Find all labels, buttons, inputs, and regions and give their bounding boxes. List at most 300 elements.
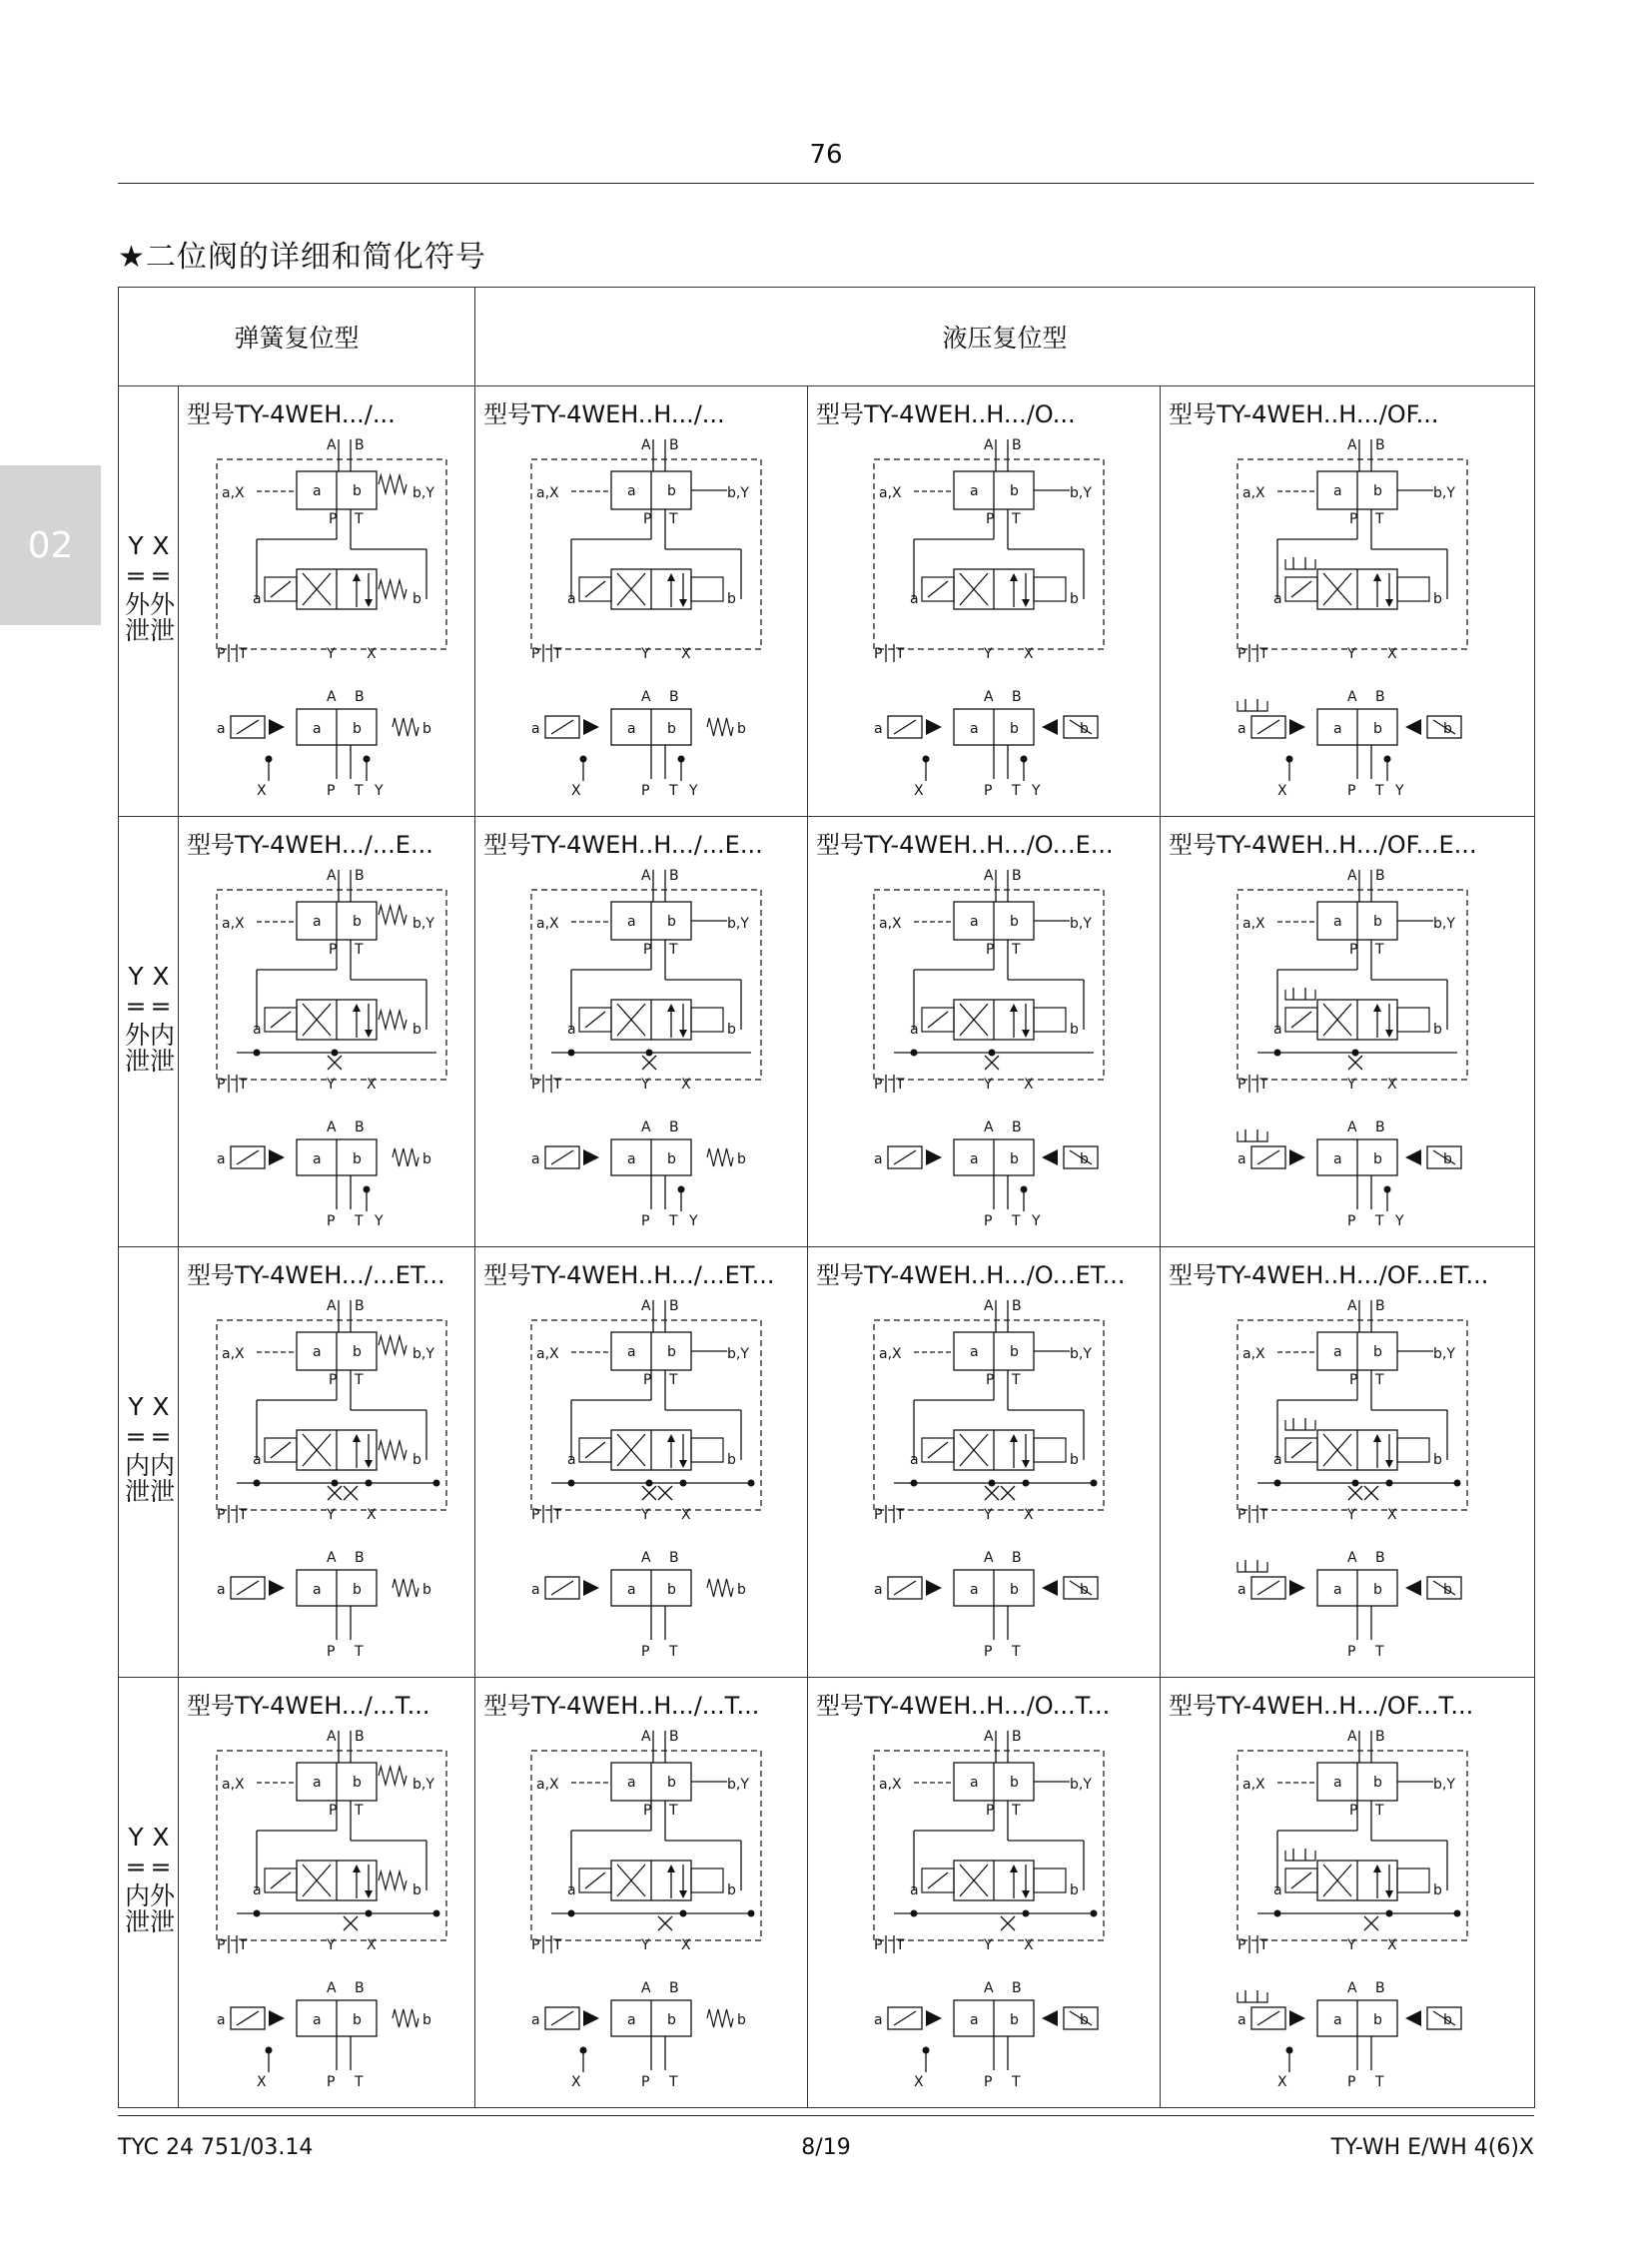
junction-dot (1021, 1186, 1028, 1193)
svg-text:b: b (1443, 721, 1452, 737)
page-number: 76 (809, 140, 843, 170)
svg-text:a: a (313, 1344, 322, 1360)
svg-text:b: b (667, 1582, 676, 1598)
svg-text:a: a (874, 721, 883, 737)
spring-symbol (393, 718, 418, 736)
symbol-cell (1161, 1678, 1535, 2108)
svg-text:b: b (422, 2012, 431, 2028)
symbol-cell (475, 1678, 808, 2108)
svg-text:Y: Y (1347, 1077, 1356, 1093)
svg-text:P: P (531, 646, 540, 662)
valve-symbol-diagram (187, 860, 466, 1239)
svg-text:b: b (727, 591, 736, 607)
svg-text:Y: Y (984, 1937, 993, 1953)
svg-text:b: b (1433, 1022, 1442, 1038)
svg-text:X: X (257, 783, 267, 799)
junction-dot (911, 1910, 918, 1917)
svg-text:b: b (1010, 1582, 1019, 1598)
junction-dot (254, 1480, 261, 1487)
svg-text:a: a (1333, 721, 1342, 737)
junction-dot (568, 1480, 575, 1487)
svg-text:b: b (1070, 1452, 1079, 1468)
pilot-triangle (1289, 1580, 1305, 1596)
svg-text:T: T (1375, 511, 1384, 527)
pilot-piston (1397, 577, 1429, 601)
svg-text:X: X (681, 646, 691, 662)
svg-text:X: X (681, 1507, 691, 1523)
svg-text:Y: Y (1347, 1507, 1356, 1523)
manual-override-symbol (1238, 1990, 1267, 2002)
manual-override-symbol (1285, 988, 1315, 1000)
svg-text:a: a (531, 1582, 540, 1598)
svg-text:b: b (667, 914, 676, 930)
spring-symbol (707, 1579, 733, 1597)
svg-text:P: P (1349, 1803, 1358, 1819)
junction-dot (923, 756, 930, 763)
svg-text:X: X (1387, 646, 1397, 662)
svg-text:B: B (355, 868, 365, 884)
svg-text:T: T (669, 1372, 678, 1388)
svg-text:P: P (1347, 1644, 1356, 1660)
svg-text:a,X: a,X (536, 1777, 559, 1793)
svg-text:b,Y: b,Y (1070, 485, 1092, 501)
svg-text:P: P (643, 942, 652, 958)
svg-text:b: b (667, 1775, 676, 1791)
svg-text:b: b (727, 1882, 736, 1898)
section-title: ★二位阀的详细和简化符号 (118, 240, 486, 275)
svg-text:Y: Y (689, 783, 698, 799)
svg-text:Y: Y (375, 1213, 384, 1229)
svg-text:a: a (970, 914, 979, 930)
valve-symbol-diagram (501, 429, 781, 809)
svg-text:a: a (567, 591, 576, 607)
svg-text:a: a (874, 2012, 883, 2028)
svg-text:P: P (641, 1213, 650, 1229)
svg-text:P: P (1238, 1937, 1246, 1953)
svg-text:a,X: a,X (222, 1346, 245, 1362)
svg-text:Y: Y (1032, 783, 1041, 799)
symbol-cell (808, 386, 1161, 817)
pilot-triangle (1405, 2010, 1421, 2026)
svg-text:b: b (1373, 914, 1382, 930)
svg-text:P: P (984, 783, 993, 799)
svg-text:T: T (1375, 942, 1384, 958)
manual-override-symbol (1238, 1129, 1267, 1141)
svg-text:P: P (531, 1077, 540, 1093)
svg-text:T: T (669, 783, 678, 799)
svg-text:A: A (1347, 1980, 1357, 1996)
pilot-triangle (1405, 1580, 1421, 1596)
svg-text:P: P (643, 1803, 652, 1819)
model-code: 型号TY-4WEH.../...E... (187, 831, 433, 859)
junction-dot (1454, 1480, 1461, 1487)
manual-override-symbol (1285, 1849, 1315, 1861)
svg-text:b: b (353, 1344, 362, 1360)
svg-text:T: T (355, 1644, 364, 1660)
svg-text:a: a (253, 1022, 262, 1038)
svg-text:X: X (1024, 1507, 1034, 1523)
svg-text:a,X: a,X (879, 1346, 902, 1362)
svg-text:A: A (984, 1729, 994, 1745)
svg-text:b: b (422, 721, 431, 737)
svg-text:Y: Y (984, 646, 993, 662)
svg-text:T: T (355, 783, 364, 799)
svg-text:B: B (1375, 868, 1385, 884)
svg-text:T: T (1012, 1213, 1021, 1229)
junction-dot (923, 2047, 930, 2054)
svg-text:B: B (1012, 1120, 1022, 1135)
symbol-cell (179, 817, 475, 1247)
svg-text:b: b (1373, 1151, 1382, 1167)
svg-text:A: A (641, 1298, 651, 1314)
row-label: X=内泄 Y=内泄 (119, 1247, 179, 1678)
pilot-triangle (926, 2010, 942, 2026)
svg-text:a: a (627, 1775, 636, 1791)
svg-text:b: b (413, 1022, 421, 1038)
svg-text:b: b (413, 591, 421, 607)
junction-dot (568, 1910, 575, 1917)
symbol-cell (475, 1247, 808, 1678)
svg-text:b: b (667, 721, 676, 737)
svg-text:T: T (355, 1372, 364, 1388)
svg-text:T: T (355, 2074, 364, 2090)
svg-text:b: b (737, 1151, 746, 1167)
junction-dot (364, 756, 371, 763)
svg-text:A: A (327, 868, 337, 884)
svg-text:Y: Y (641, 646, 650, 662)
svg-text:a: a (910, 1022, 919, 1038)
svg-text:a: a (1273, 591, 1282, 607)
junction-dot (332, 1050, 339, 1057)
svg-text:b: b (737, 2012, 746, 2028)
junction-dot (1352, 1480, 1359, 1487)
junction-dot (748, 1910, 755, 1917)
svg-text:b: b (1080, 1582, 1089, 1598)
svg-text:Y: Y (375, 783, 384, 799)
pilot-piston (1034, 1868, 1066, 1892)
model-code: 型号TY-4WEH.../...ET... (187, 1261, 445, 1289)
junction-dot (1386, 1480, 1393, 1487)
junction-dot (1274, 1910, 1281, 1917)
junction-dot (364, 1186, 371, 1193)
svg-text:a: a (1333, 483, 1342, 499)
svg-text:B: B (355, 1550, 365, 1566)
pilot-triangle (269, 719, 285, 735)
svg-text:P: P (986, 1372, 995, 1388)
model-code: 型号TY-4WEH..H.../...E... (483, 831, 763, 859)
svg-text:T: T (669, 1213, 678, 1229)
svg-text:X: X (1024, 1937, 1034, 1953)
svg-text:B: B (1375, 437, 1385, 453)
junction-dot (646, 1050, 653, 1057)
pilot-triangle (269, 1149, 285, 1165)
spring-symbol (393, 1579, 418, 1597)
spring-symbol (379, 1336, 407, 1354)
model-code: 型号TY-4WEH..H.../O...ET... (816, 1261, 1126, 1289)
svg-text:a: a (1238, 2012, 1246, 2028)
svg-text:b,Y: b,Y (413, 916, 434, 932)
svg-text:b: b (737, 1582, 746, 1598)
svg-text:a: a (567, 1452, 576, 1468)
svg-text:a: a (313, 1151, 322, 1167)
svg-text:a: a (910, 1882, 919, 1898)
table-row (119, 386, 1535, 817)
svg-text:X: X (681, 1077, 691, 1093)
pilot-piston (691, 577, 723, 601)
table-row (119, 817, 1535, 1247)
svg-text:X: X (1277, 783, 1287, 799)
svg-text:b: b (667, 1344, 676, 1360)
spring-symbol (707, 718, 733, 736)
svg-text:P: P (1349, 1372, 1358, 1388)
svg-text:P: P (641, 2074, 650, 2090)
svg-text:T: T (1259, 646, 1268, 662)
svg-text:a: a (313, 721, 322, 737)
svg-text:A: A (327, 689, 337, 705)
junction-dot (1386, 1910, 1393, 1917)
svg-text:B: B (355, 1120, 365, 1135)
svg-text:B: B (1012, 1729, 1022, 1745)
svg-text:P: P (984, 2074, 993, 2090)
svg-text:b: b (353, 1582, 362, 1598)
junction-dot (1274, 1480, 1281, 1487)
symbol-cell (1161, 386, 1535, 817)
pilot-piston (1397, 1868, 1429, 1892)
svg-text:a: a (217, 1151, 226, 1167)
symbol-cell (808, 1678, 1161, 2108)
svg-text:b: b (667, 483, 676, 499)
svg-text:a,X: a,X (536, 1346, 559, 1362)
svg-text:T: T (239, 1507, 248, 1523)
svg-text:a: a (313, 1775, 322, 1791)
manual-override-symbol (1285, 557, 1315, 569)
junction-dot (1023, 1910, 1030, 1917)
svg-text:b: b (737, 721, 746, 737)
pilot-triangle (583, 719, 599, 735)
svg-text:b,Y: b,Y (413, 1346, 434, 1362)
svg-text:a,X: a,X (879, 1777, 902, 1793)
svg-text:a,X: a,X (222, 1777, 245, 1793)
svg-text:B: B (669, 868, 679, 884)
svg-text:b: b (1443, 1582, 1452, 1598)
svg-text:X: X (914, 2074, 924, 2090)
svg-text:X: X (367, 1507, 377, 1523)
valve-symbol-diagram (844, 1290, 1124, 1670)
symbol-cell (1161, 1247, 1535, 1678)
junction-dot (266, 2047, 273, 2054)
svg-text:P: P (329, 1372, 338, 1388)
svg-text:Y: Y (327, 646, 336, 662)
symbol-cell (808, 817, 1161, 1247)
svg-text:A: A (1347, 1120, 1357, 1135)
svg-text:P: P (1238, 646, 1246, 662)
svg-text:b: b (353, 721, 362, 737)
svg-text:Y: Y (641, 1077, 650, 1093)
svg-text:A: A (327, 1729, 337, 1745)
junction-dot (678, 1186, 685, 1193)
svg-text:T: T (669, 942, 678, 958)
svg-text:b: b (1373, 1344, 1382, 1360)
svg-text:A: A (641, 1980, 651, 1996)
pilot-triangle (1042, 1580, 1058, 1596)
junction-dot (680, 1480, 687, 1487)
svg-text:X: X (571, 783, 581, 799)
svg-text:a: a (531, 2012, 540, 2028)
svg-text:T: T (896, 1507, 905, 1523)
symbol-cell (1161, 817, 1535, 1247)
svg-text:Y: Y (327, 1077, 336, 1093)
junction-dot (1384, 756, 1391, 763)
svg-text:B: B (669, 1729, 679, 1745)
svg-text:B: B (1375, 1729, 1385, 1745)
pilot-triangle (1289, 1149, 1305, 1165)
svg-text:a,X: a,X (536, 485, 559, 501)
model-code: 型号TY-4WEH..H.../OF...T... (1169, 1692, 1474, 1720)
svg-text:A: A (641, 1729, 651, 1745)
pilot-triangle (583, 1580, 599, 1596)
svg-text:b: b (1010, 914, 1019, 930)
svg-text:a: a (531, 1151, 540, 1167)
svg-text:T: T (1012, 2074, 1021, 2090)
row-label: X=外泄 Y=外泄 (119, 386, 179, 817)
svg-text:T: T (553, 1507, 562, 1523)
svg-text:T: T (553, 1937, 562, 1953)
svg-text:b,Y: b,Y (1433, 1777, 1455, 1793)
junction-dot (254, 1910, 261, 1917)
svg-text:T: T (1012, 1803, 1021, 1819)
pilot-triangle (583, 2010, 599, 2026)
svg-text:P: P (217, 646, 226, 662)
svg-text:Y: Y (984, 1077, 993, 1093)
header-hydraulic-return: 液压复位型 (475, 288, 1535, 386)
pilot-triangle (1042, 2010, 1058, 2026)
svg-text:b: b (1010, 1344, 1019, 1360)
svg-text:Y: Y (1347, 1937, 1356, 1953)
svg-text:A: A (984, 868, 994, 884)
pilot-triangle (269, 1580, 285, 1596)
svg-text:b: b (1070, 1022, 1079, 1038)
svg-text:B: B (1375, 1550, 1385, 1566)
svg-text:A: A (1347, 1729, 1357, 1745)
svg-text:T: T (1012, 1372, 1021, 1388)
svg-text:Y: Y (327, 1937, 336, 1953)
junction-dot (366, 1910, 373, 1917)
svg-text:A: A (327, 1298, 337, 1314)
svg-text:a,X: a,X (879, 485, 902, 501)
svg-text:T: T (896, 1077, 905, 1093)
svg-text:Y: Y (984, 1507, 993, 1523)
svg-text:b: b (1433, 1452, 1442, 1468)
svg-text:A: A (641, 1120, 651, 1135)
svg-text:a: a (567, 1882, 576, 1898)
symbol-cell (475, 817, 808, 1247)
svg-text:P: P (1238, 1507, 1246, 1523)
svg-text:a: a (217, 721, 226, 737)
symbol-table (118, 287, 1535, 2108)
spring-symbol (393, 2009, 418, 2027)
svg-text:a: a (970, 1582, 979, 1598)
valve-symbol-diagram (187, 429, 466, 809)
valve-symbol-diagram (844, 429, 1124, 809)
svg-text:a: a (627, 1582, 636, 1598)
svg-text:B: B (355, 1298, 365, 1314)
svg-text:b: b (353, 2012, 362, 2028)
junction-dot (680, 1910, 687, 1917)
svg-text:a: a (627, 721, 636, 737)
svg-text:a: a (627, 2012, 636, 2028)
svg-text:a,X: a,X (222, 916, 245, 932)
svg-text:B: B (669, 437, 679, 453)
junction-dot (1286, 2047, 1293, 2054)
svg-text:A: A (641, 437, 651, 453)
row-label: X=外泄 Y=内泄 (119, 1678, 179, 2108)
symbol-cell (179, 1247, 475, 1678)
svg-text:b: b (667, 2012, 676, 2028)
svg-text:A: A (641, 1550, 651, 1566)
svg-text:a,X: a,X (1242, 1346, 1265, 1362)
svg-text:B: B (355, 1980, 365, 1996)
svg-text:b,Y: b,Y (1070, 1777, 1092, 1793)
pilot-triangle (269, 2010, 285, 2026)
svg-text:a: a (531, 721, 540, 737)
svg-text:X: X (1387, 1507, 1397, 1523)
svg-text:a,X: a,X (222, 485, 245, 501)
svg-text:T: T (1012, 942, 1021, 958)
svg-text:B: B (1375, 689, 1385, 705)
symbol-cell (179, 386, 475, 817)
svg-text:X: X (257, 2074, 267, 2090)
svg-text:b,Y: b,Y (1070, 1346, 1092, 1362)
svg-text:a: a (970, 1344, 979, 1360)
svg-text:a: a (970, 1151, 979, 1167)
svg-text:Y: Y (1395, 783, 1404, 799)
svg-text:B: B (669, 1980, 679, 1996)
pilot-triangle (926, 719, 942, 735)
svg-text:A: A (327, 1120, 337, 1135)
svg-text:b: b (1443, 1151, 1452, 1167)
model-code: 型号TY-4WEH.../... (187, 400, 396, 428)
svg-text:Y: Y (1032, 1213, 1041, 1229)
svg-text:T: T (1375, 1644, 1384, 1660)
svg-text:P: P (643, 511, 652, 527)
svg-text:A: A (1347, 1550, 1357, 1566)
symbol-cell (475, 386, 808, 817)
junction-dot (266, 756, 273, 763)
svg-text:T: T (1375, 1372, 1384, 1388)
svg-text:P: P (986, 1803, 995, 1819)
svg-text:P: P (984, 1213, 993, 1229)
svg-text:b: b (1433, 591, 1442, 607)
chapter-tab: 02 (0, 465, 101, 625)
svg-text:a: a (1333, 1151, 1342, 1167)
svg-text:T: T (355, 942, 364, 958)
svg-text:B: B (355, 1729, 365, 1745)
svg-text:a: a (970, 721, 979, 737)
svg-text:T: T (355, 1803, 364, 1819)
pilot-triangle (926, 1580, 942, 1596)
junction-dot (580, 2047, 587, 2054)
svg-text:Y: Y (641, 1937, 650, 1953)
svg-text:P: P (217, 1937, 226, 1953)
svg-text:T: T (1259, 1507, 1268, 1523)
svg-text:B: B (669, 1120, 679, 1135)
svg-text:A: A (327, 1550, 337, 1566)
manual-override-symbol (1285, 1418, 1315, 1430)
svg-text:P: P (327, 1213, 336, 1229)
valve-symbol-diagram (1208, 1721, 1487, 2100)
valve-symbol-diagram (844, 860, 1124, 1239)
svg-text:P: P (641, 783, 650, 799)
